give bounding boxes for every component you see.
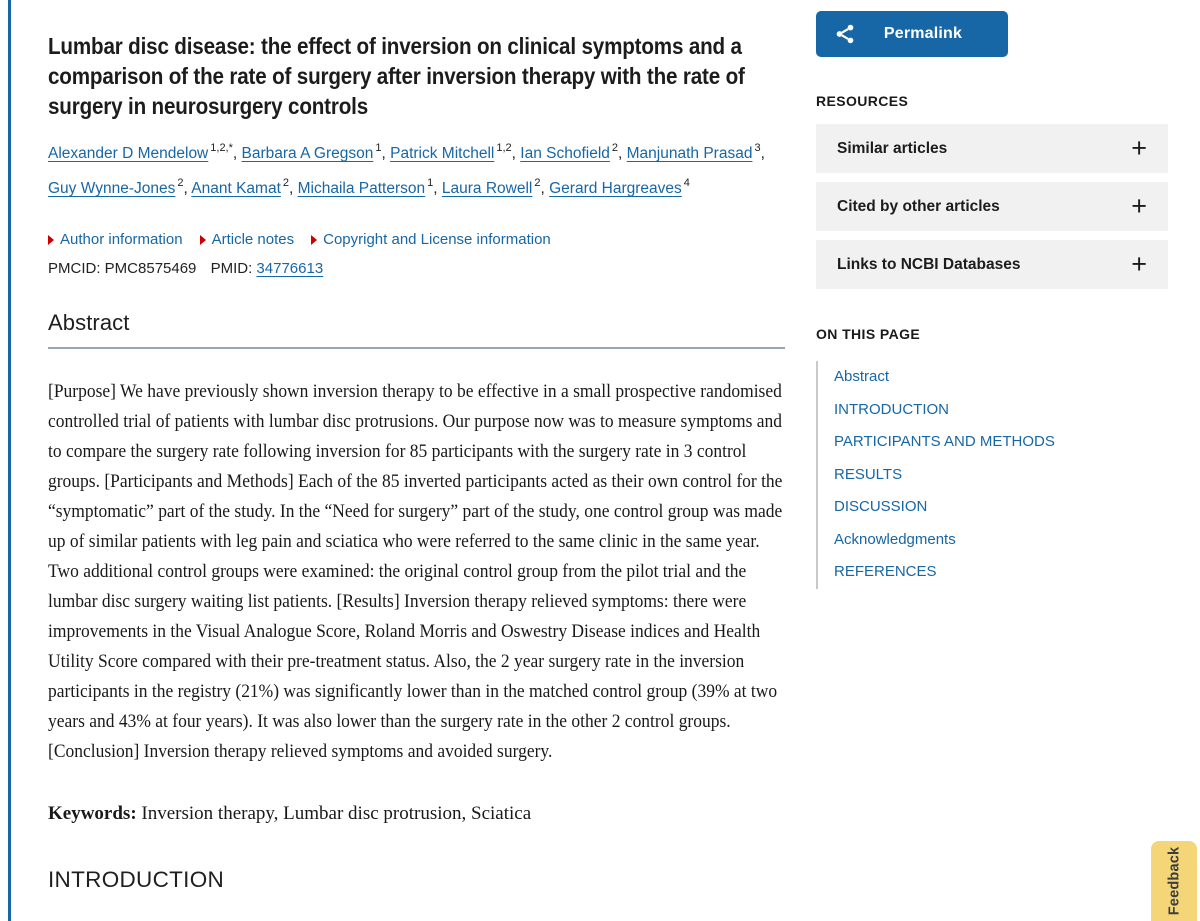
- author-affiliation-sup: 1,2: [496, 142, 512, 154]
- on-this-page-toc: [816, 361, 1168, 589]
- copyright-license-link[interactable]: [311, 231, 551, 248]
- author-separator: ,: [381, 145, 391, 163]
- article-ids: [48, 260, 785, 277]
- toc-link-results[interactable]: RESULTS: [834, 465, 903, 483]
- pmcid-label: PMCID:: [48, 260, 101, 278]
- author-separator: ,: [540, 180, 550, 198]
- author-link[interactable]: Barbara A Gregson: [241, 145, 374, 163]
- abstract-paragraph: [48, 377, 785, 767]
- author-affiliation-sup: 2: [534, 177, 541, 190]
- abstract-divider: [48, 347, 785, 349]
- author-link[interactable]: Manjunath Prasad: [626, 145, 753, 163]
- permalink-label: Permalink: [883, 25, 963, 42]
- author-link[interactable]: Alexander D Mendelow: [48, 145, 209, 163]
- arrow-marker-icon: [311, 235, 317, 245]
- author-affiliation-sup: 2: [282, 177, 289, 190]
- article-title: [48, 31, 785, 121]
- author-separator: ,: [289, 180, 298, 198]
- accordion-ncbi-links[interactable]: [816, 240, 1168, 289]
- author-affiliation-sup: 1: [427, 177, 434, 190]
- plus-icon: +: [1131, 249, 1147, 279]
- keywords-line: [48, 799, 785, 829]
- pmcid-value: PMC8575469: [104, 260, 197, 278]
- author-affiliation-sup: 1,2,*: [210, 142, 233, 154]
- accordion-label: Links to NCBI Databases: [837, 255, 1021, 273]
- author-separator: ,: [433, 180, 442, 198]
- author-affiliation-sup: 4: [683, 177, 690, 190]
- article-content: [48, 0, 785, 893]
- toc-link-references[interactable]: REFERENCES: [834, 563, 937, 580]
- toc-link-introduction[interactable]: INTRODUCTION: [834, 400, 949, 418]
- article-title-text: Lumbar disc disease: the effect of inversion on clinical symptoms and a comparison of the rate of surgery after inversion therapy with the rate of surgery in neurosurgery controls: [48, 33, 745, 119]
- feedback-button[interactable]: [1151, 841, 1197, 921]
- left-accent-bar: [8, 0, 11, 921]
- accordion-cited-by[interactable]: [816, 182, 1168, 231]
- author-link[interactable]: Guy Wynne-Jones: [48, 180, 176, 198]
- author-link[interactable]: Michaila Patterson: [297, 180, 426, 198]
- author-affiliation-sup: 1: [375, 142, 382, 154]
- toc-link-abstract[interactable]: Abstract: [834, 368, 890, 385]
- author-information-link[interactable]: [48, 231, 183, 248]
- on-this-page-heading: ON THIS PAGE: [816, 326, 921, 342]
- info-link-label: Article notes: [211, 231, 295, 249]
- feedback-label: Feedback: [1166, 846, 1182, 916]
- accordion-label: Cited by other articles: [837, 197, 1000, 215]
- keywords-text: Inversion therapy, Lumbar disc protrusion, Sciatica: [136, 803, 532, 825]
- toc-link-acknowledgments[interactable]: Acknowledgments: [834, 530, 956, 548]
- author-affiliation-sup: 2: [611, 142, 619, 154]
- article-notes-link[interactable]: [200, 231, 295, 248]
- accordion-label: Similar articles: [837, 139, 948, 157]
- author-separator: ,: [511, 145, 521, 163]
- author-affiliation-sup: 3: [754, 142, 761, 154]
- introduction-heading: INTRODUCTION: [48, 867, 225, 893]
- sidebar: [816, 0, 1168, 589]
- author-separator: ,: [232, 145, 242, 163]
- toc-link-participants-methods[interactable]: PARTICIPANTS AND METHODS: [834, 433, 1055, 450]
- accordion-similar-articles[interactable]: [816, 124, 1168, 173]
- abstract-heading: Abstract: [48, 310, 130, 336]
- keywords-label: Keywords:: [48, 803, 137, 825]
- arrow-marker-icon: [200, 235, 206, 245]
- author-affiliation-sup: 2: [177, 177, 184, 190]
- author-link[interactable]: Laura Rowell: [441, 180, 533, 198]
- resources-accordions: [816, 124, 1168, 289]
- author-link[interactable]: Ian Schofield: [520, 145, 610, 163]
- toc-link-discussion[interactable]: DISCUSSION: [834, 498, 928, 515]
- resources-heading: RESOURCES: [816, 93, 909, 109]
- author-link[interactable]: Gerard Hargreaves: [549, 180, 682, 198]
- author-list: [48, 134, 785, 204]
- info-link-label: Copyright and License information: [323, 231, 551, 249]
- info-link-label: Author information: [60, 231, 183, 249]
- plus-icon: +: [1131, 133, 1147, 163]
- abstract-text: [Purpose] We have previously shown inversion therapy to be effective in a small prospective randomised controlled trial of patients with lumbar disc protrusions. Our purpose now was to measure symptoms and to compare the surgery rate following inversion for 85 participants with the surgery rate in 3 control groups. [Participants and Methods] Each of the 85 inverted participants acted as their own control for the “symptomatic” part of the study. In the “Need for surgery” part of the study, one control group was made up of similar patients with leg pain and sciatica who were referred to the same clinic in the same year. Two additional control groups were examined: the original control group from the pilot trial and the lumbar disc surgery waiting list patients. [Results] Inversion therapy relieved symptoms: there were improvements in the Visual Analogue Score, Roland Morris and Oswestry Disease indices and Health Utility Score compared with their pre-treatment status. Also, the 2 year surgery rate in the inversion participants in the registry (21%) was significantly lower than in the matched control group (39% at two years and 43% at four years). It was also lower than the surgery rate in the other 2 control groups. [Conclusion] Inversion therapy relieved symptoms and avoided surgery.: [48, 381, 783, 763]
- author-link[interactable]: Patrick Mitchell: [390, 145, 495, 163]
- article-info-links: [48, 231, 785, 248]
- share-icon: [834, 23, 856, 45]
- plus-icon: +: [1131, 191, 1147, 221]
- pmid-link[interactable]: 34776613: [256, 260, 324, 278]
- author-separator: ,: [618, 145, 627, 163]
- permalink-button[interactable]: [816, 11, 1008, 57]
- author-link[interactable]: Anant Kamat: [191, 180, 281, 198]
- author-separator: ,: [183, 180, 192, 198]
- arrow-marker-icon: [48, 235, 54, 245]
- author-separator: ,: [760, 145, 765, 163]
- pmid-label: PMID:: [210, 260, 253, 278]
